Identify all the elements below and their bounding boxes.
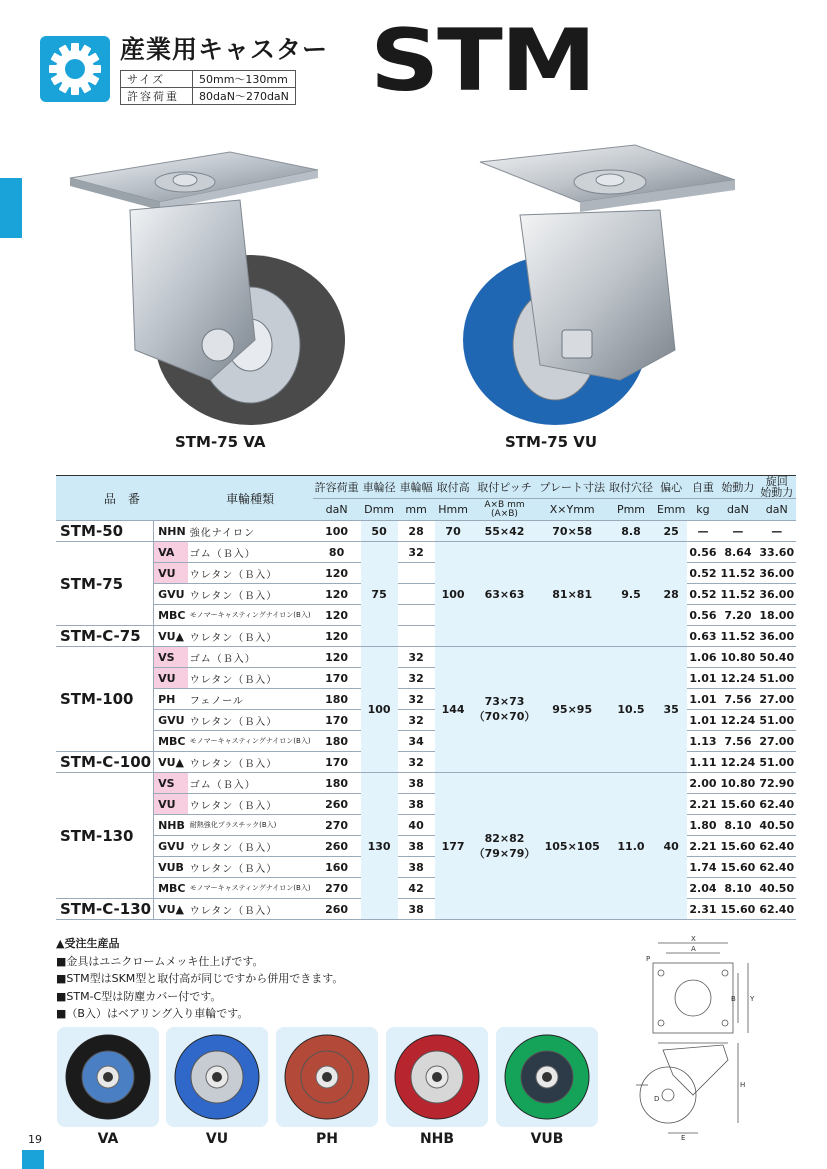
weight-value: 1.74 <box>687 857 718 878</box>
pitch-value <box>472 773 538 920</box>
dim-label-x: X <box>691 935 696 943</box>
load-value: 270 <box>313 878 361 899</box>
variant-code: NHN <box>154 521 188 542</box>
weight-value: — <box>687 521 718 542</box>
diameter-value: 75 <box>361 542 398 647</box>
weight-value: 0.52 <box>687 584 718 605</box>
wheel-icon <box>276 1027 378 1127</box>
width-value: 38 <box>398 857 435 878</box>
unit-pitch-2: (A×B) <box>491 508 518 519</box>
weight-value: 0.63 <box>687 626 718 647</box>
variant-code: NHB <box>154 815 188 836</box>
weight-value: 1.11 <box>687 752 718 773</box>
unit-diameter: Dmm <box>361 499 398 521</box>
load-value: 170 <box>313 710 361 731</box>
wheel-caption: PH <box>316 1131 338 1147</box>
unit-swivel: daN <box>757 499 796 521</box>
load-value: 160 <box>313 857 361 878</box>
weight-value: 1.01 <box>687 668 718 689</box>
start-force-value: 10.80 <box>719 647 758 668</box>
swivel-force-value: 72.90 <box>757 773 796 794</box>
dim-label-p: P <box>646 955 651 963</box>
offset-value: 40 <box>655 773 687 920</box>
width-value: 38 <box>398 836 435 857</box>
swivel-force-value: 62.40 <box>757 899 796 920</box>
dim-label-e: E <box>681 1134 686 1142</box>
wheel-icon <box>386 1027 488 1127</box>
load-value: 260 <box>313 794 361 815</box>
header-swivel <box>757 476 796 499</box>
wheel-caption: VUB <box>530 1131 564 1147</box>
start-force-value: 15.60 <box>719 794 758 815</box>
wheel-icon <box>166 1027 268 1127</box>
pitch-alt: （70×70） <box>473 710 536 723</box>
unit-width: mm <box>398 499 435 521</box>
wheel-type: ウレタン（Ｂ入） <box>188 563 313 584</box>
variant-code: GVU <box>154 584 188 605</box>
swivel-force-value: 36.00 <box>757 626 796 647</box>
weight-value: 0.56 <box>687 542 718 563</box>
pitch-main: 55×42 <box>484 524 525 538</box>
width-value: 32 <box>398 647 435 668</box>
weight-value: 1.06 <box>687 647 718 668</box>
load-value: 120 <box>313 584 361 605</box>
wheel-type: 耐熱強化プラスチック(B入) <box>188 815 313 836</box>
variant-code: VU <box>154 563 188 584</box>
width-value: 32 <box>398 668 435 689</box>
variant-code: PH <box>154 689 188 710</box>
header-model: 品 番 <box>56 476 188 521</box>
load-value: 260 <box>313 899 361 920</box>
unit-pitch <box>472 499 538 521</box>
width-value <box>398 626 435 647</box>
wheel-type: フェノール <box>188 689 313 710</box>
hole-value: 11.0 <box>607 773 655 920</box>
start-force-value: — <box>719 521 758 542</box>
photo-caption: STM-75 VU <box>505 433 598 451</box>
width-value: 40 <box>398 815 435 836</box>
offset-value: 25 <box>655 521 687 542</box>
wheel-type: ゴム（Ｂ入） <box>188 647 313 668</box>
note-item: ■（B入）はベアリング入り車輪です。 <box>56 1007 249 1020</box>
header-hole: 取付穴径 <box>607 476 655 499</box>
wheel-photo-va <box>57 1027 159 1127</box>
load-value: 80 <box>313 542 361 563</box>
wheel-type: ゴム（Ｂ入） <box>188 773 313 794</box>
spec-summary <box>120 70 296 105</box>
wheel-type: ウレタン（Ｂ入） <box>188 584 313 605</box>
plate-value: 105×105 <box>537 773 607 920</box>
caster-photo-va <box>60 140 360 430</box>
pitch-main: 63×63 <box>484 587 525 601</box>
variant-code: MBC <box>154 731 188 752</box>
variant-code: MBC <box>154 605 188 626</box>
wheel-type: モノマーキャスティングナイロン(B入) <box>188 605 313 626</box>
wheel-caption: NHB <box>419 1131 455 1147</box>
swivel-force-value: 62.40 <box>757 836 796 857</box>
header-diameter: 車輪径 <box>361 476 398 499</box>
weight-value: 1.01 <box>687 689 718 710</box>
notes <box>56 935 343 1023</box>
swivel-force-value: 36.00 <box>757 563 796 584</box>
unit-offset: Emm <box>655 499 687 521</box>
wheel-type: ウレタン（Ｂ入） <box>188 794 313 815</box>
plate-value: 95×95 <box>537 647 607 773</box>
load-value: 180 <box>313 689 361 710</box>
width-value: 38 <box>398 899 435 920</box>
swivel-force-value: 27.00 <box>757 731 796 752</box>
start-force-value: 12.24 <box>719 710 758 731</box>
wheel-type: ウレタン（Ｂ入） <box>188 668 313 689</box>
spec-table <box>56 475 796 920</box>
pitch-value <box>472 542 538 647</box>
wheel-caption: VA <box>97 1131 119 1147</box>
dim-label-y: Y <box>750 995 755 1003</box>
unit-weight: kg <box>687 499 718 521</box>
load-value: 270 <box>313 815 361 836</box>
wheel-type: ウレタン（Ｂ入） <box>188 752 313 773</box>
load-value: 120 <box>313 626 361 647</box>
weight-value: 2.21 <box>687 794 718 815</box>
header-wheel-type: 車輪種類 <box>188 476 313 521</box>
note-item: ■金具はユニクロームメッキ仕上げです。 <box>56 954 264 968</box>
weight-value: 2.21 <box>687 836 718 857</box>
width-value: 32 <box>398 542 435 563</box>
offset-value: 28 <box>655 542 687 647</box>
start-force-value: 8.10 <box>719 815 758 836</box>
height-value: 177 <box>435 773 472 920</box>
wheel-type: ウレタン（Ｂ入） <box>188 836 313 857</box>
spec-key: 許容荷重 <box>121 88 193 105</box>
width-value: 42 <box>398 878 435 899</box>
load-value: 120 <box>313 647 361 668</box>
pitch-main: 73×73 <box>484 695 525 708</box>
dim-label-b: B <box>731 995 736 1003</box>
variant-code: VS <box>154 647 188 668</box>
start-force-value: 11.52 <box>719 626 758 647</box>
load-value: 100 <box>313 521 361 542</box>
header-width: 車輪幅 <box>398 476 435 499</box>
unit-pitch-1: A×B <box>484 499 505 510</box>
swivel-force-value: 27.00 <box>757 689 796 710</box>
load-value: 120 <box>313 605 361 626</box>
model-cell: STM-C-130 <box>56 899 154 920</box>
page-tab <box>22 1150 44 1169</box>
pitch-alt: （79×79） <box>473 846 536 860</box>
wheel-type: ゴム（Ｂ入） <box>188 542 313 563</box>
height-value: 144 <box>435 647 472 773</box>
start-force-value: 11.52 <box>719 584 758 605</box>
width-value: 34 <box>398 731 435 752</box>
model-cell: STM-C-100 <box>56 752 154 773</box>
unit-pitch-3: mm <box>507 499 525 510</box>
table-row <box>56 521 796 542</box>
side-index-tab <box>0 178 22 238</box>
start-force-value: 8.64 <box>719 542 758 563</box>
wheel-photo-nhb <box>386 1027 488 1127</box>
swivel-force-value: — <box>757 521 796 542</box>
width-value: 28 <box>398 521 435 542</box>
diameter-value: 130 <box>361 773 398 920</box>
swivel-force-value: 33.60 <box>757 542 796 563</box>
load-value: 120 <box>313 563 361 584</box>
header-pitch: 取付ピッチ <box>472 476 538 499</box>
variant-code: MBC <box>154 878 188 899</box>
variant-code: VU▲ <box>154 899 188 920</box>
variant-code: VU▲ <box>154 626 188 647</box>
spec-key: サイズ <box>121 71 193 88</box>
wheel-type: モノマーキャスティングナイロン(B入) <box>188 731 313 752</box>
plate-value: 81×81 <box>537 542 607 647</box>
header-height: 取付高 <box>435 476 472 499</box>
note-item: ■STM-C型は防塵カバー付です。 <box>56 989 222 1003</box>
model-cell: STM-100 <box>56 647 154 752</box>
series-name: STM <box>370 11 595 111</box>
hole-value: 10.5 <box>607 647 655 773</box>
offset-value: 35 <box>655 647 687 773</box>
header-plate: プレート寸法 <box>537 476 607 499</box>
swivel-force-value: 36.00 <box>757 584 796 605</box>
load-value: 180 <box>313 731 361 752</box>
pitch-value <box>472 521 538 542</box>
category-title: 産業用キャスター <box>120 35 329 64</box>
dimension-diagram <box>628 935 758 1145</box>
weight-value: 0.56 <box>687 605 718 626</box>
width-value: 38 <box>398 773 435 794</box>
height-value: 70 <box>435 521 472 542</box>
page-number: 19 <box>28 1133 42 1146</box>
model-cell: STM-75 <box>56 542 154 626</box>
width-value <box>398 584 435 605</box>
start-force-value: 15.60 <box>719 836 758 857</box>
start-force-value: 7.56 <box>719 689 758 710</box>
hole-value: 9.5 <box>607 542 655 647</box>
swivel-force-value: 62.40 <box>757 857 796 878</box>
table-row <box>56 542 796 563</box>
weight-value: 1.80 <box>687 815 718 836</box>
wheel-photo-ph <box>276 1027 378 1127</box>
variant-code: VU <box>154 794 188 815</box>
variant-code: VA <box>154 542 188 563</box>
variant-code: GVU <box>154 836 188 857</box>
header-start: 始動力 <box>719 476 758 499</box>
table-row <box>56 773 796 794</box>
wheel-icon <box>57 1027 159 1127</box>
unit-start: daN <box>719 499 758 521</box>
header-swivel-line2: 始動力 <box>760 486 794 499</box>
wheel-photo-vub <box>496 1027 598 1127</box>
variant-code: GVU <box>154 710 188 731</box>
start-force-value: 8.10 <box>719 878 758 899</box>
plate-value: 70×58 <box>537 521 607 542</box>
dim-label-a: A <box>691 945 696 953</box>
start-force-value: 12.24 <box>719 668 758 689</box>
header-swivel-line1: 旋回 <box>765 475 788 488</box>
weight-value: 2.31 <box>687 899 718 920</box>
logo-badge <box>40 36 110 102</box>
wheel-type: ウレタン（Ｂ入） <box>188 710 313 731</box>
header-load: 許容荷重 <box>313 476 361 499</box>
weight-value: 0.52 <box>687 563 718 584</box>
width-value: 32 <box>398 710 435 731</box>
swivel-force-value: 51.00 <box>757 668 796 689</box>
load-value: 170 <box>313 668 361 689</box>
start-force-value: 15.60 <box>719 857 758 878</box>
weight-value: 1.01 <box>687 710 718 731</box>
pitch-value <box>472 647 538 773</box>
start-force-value: 15.60 <box>719 899 758 920</box>
note-item: ▲受注生産品 <box>56 937 120 950</box>
diameter-value: 50 <box>361 521 398 542</box>
diameter-value: 100 <box>361 647 398 773</box>
dim-label-d: D <box>654 1095 660 1103</box>
swivel-force-value: 40.50 <box>757 878 796 899</box>
spec-value: 80daN〜270daN <box>193 88 296 105</box>
photo-caption: STM-75 VA <box>175 433 266 451</box>
load-value: 180 <box>313 773 361 794</box>
wheel-type: ウレタン（Ｂ入） <box>188 626 313 647</box>
weight-value: 1.13 <box>687 731 718 752</box>
start-force-value: 7.56 <box>719 731 758 752</box>
gear-icon <box>47 41 103 97</box>
start-force-value: 12.24 <box>719 752 758 773</box>
wheel-type: ウレタン（Ｂ入） <box>188 899 313 920</box>
height-value: 100 <box>435 542 472 647</box>
swivel-force-value: 51.00 <box>757 710 796 731</box>
hole-value: 8.8 <box>607 521 655 542</box>
spec-value: 50mm〜130mm <box>193 71 296 88</box>
load-value: 170 <box>313 752 361 773</box>
swivel-force-value: 51.00 <box>757 752 796 773</box>
model-cell: STM-50 <box>56 521 154 542</box>
weight-value: 2.00 <box>687 773 718 794</box>
unit-hole: Pmm <box>607 499 655 521</box>
variant-code: VU▲ <box>154 752 188 773</box>
model-cell: STM-C-75 <box>56 626 154 647</box>
width-value <box>398 605 435 626</box>
width-value: 32 <box>398 689 435 710</box>
wheel-caption: VU <box>205 1131 229 1147</box>
unit-load: daN <box>313 499 361 521</box>
weight-value: 2.04 <box>687 878 718 899</box>
wheel-type: モノマーキャスティングナイロン(B入) <box>188 878 313 899</box>
width-value <box>398 563 435 584</box>
swivel-force-value: 40.50 <box>757 815 796 836</box>
start-force-value: 11.52 <box>719 563 758 584</box>
width-value: 32 <box>398 752 435 773</box>
header-offset: 偏心 <box>655 476 687 499</box>
wheel-type: ウレタン（Ｂ入） <box>188 857 313 878</box>
dim-label-h: H <box>740 1081 746 1089</box>
pitch-main: 82×82 <box>484 831 525 845</box>
caster-photo-vu <box>450 140 750 430</box>
wheel-icon <box>496 1027 598 1127</box>
swivel-force-value: 18.00 <box>757 605 796 626</box>
note-item: ■STM型はSKM型と取付高が同じですから併用できます。 <box>56 972 344 985</box>
wheel-type: 強化ナイロン <box>188 521 313 542</box>
variant-code: VS <box>154 773 188 794</box>
table-row <box>56 647 796 668</box>
start-force-value: 7.20 <box>719 605 758 626</box>
load-value: 260 <box>313 836 361 857</box>
unit-height: Hmm <box>435 499 472 521</box>
swivel-force-value: 50.40 <box>757 647 796 668</box>
model-cell: STM-130 <box>56 773 154 899</box>
width-value: 38 <box>398 794 435 815</box>
start-force-value: 10.80 <box>719 773 758 794</box>
swivel-force-value: 62.40 <box>757 794 796 815</box>
unit-plate: X×Ymm <box>537 499 607 521</box>
variant-code: VUB <box>154 857 188 878</box>
variant-code: VU <box>154 668 188 689</box>
header-weight: 自重 <box>687 476 718 499</box>
wheel-photo-vu <box>166 1027 268 1127</box>
